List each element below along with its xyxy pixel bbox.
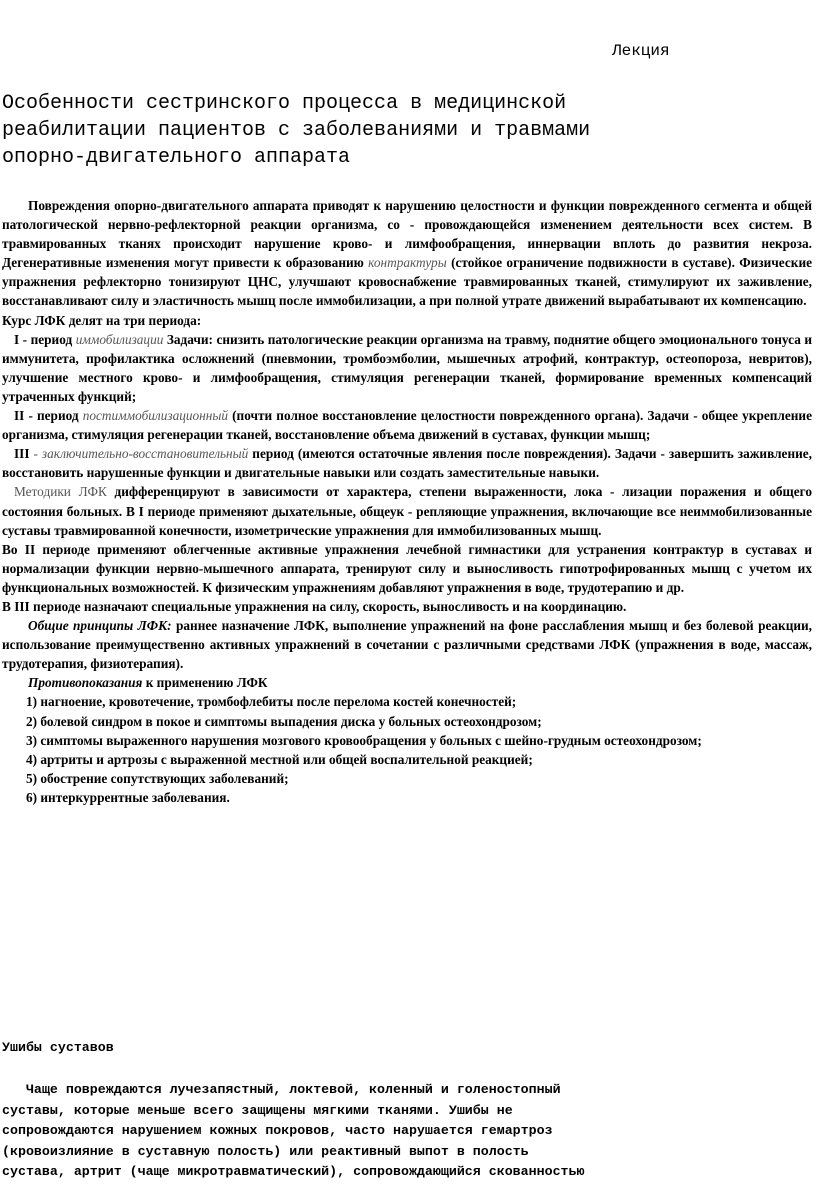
principles-lead: Общие принципы ЛФК: (28, 618, 172, 634)
methods-text: дифференцируют в зависимости от характера, степени выраженности, лока - лизации поражения и общего состояния больных. В I периоде применяют дыхательные, общеук - репляющие упражнения, включающие все неиммобилизованные суставы травмированной конечности, изометрические упражнения для иммобилизованных мышц. (2, 484, 813, 538)
methods-paragraph (2, 482, 812, 539)
methods-lead: Методики ЛФК (14, 484, 107, 500)
principles-paragraph (2, 616, 812, 673)
period-3-text: период (имеются остаточные явления после повреждения). Задачи - завершить заживление, восстановить нарушенные функции и двигательные навыки или создать заместительные навыки. (2, 446, 812, 481)
period-2-lead: - период (24, 408, 83, 424)
intro-text-b: (стойкое ограничение подвижности в суставе). Физические упражнения рефлекторно тонизируют ЦНС, улучшают кровоснабжение травмированных тканей, стимулируют их заживление, восстанавливают силу и эластичность мышц после иммобилизации, а при полной утрате движений вырабатывают их компенсацию. (2, 255, 813, 309)
contraindications-lead: Противопоказания (28, 675, 143, 691)
period-1-paragraph (2, 330, 812, 406)
period-2-paragraph (2, 406, 812, 444)
list-item: 1) нагноение, кровотечение, тромбофлебиты после перелома костей конечностей; (26, 694, 517, 710)
list-item: 2) болевой синдром в покое и симптомы выпадения диска у больных остеохондрозом; (26, 713, 542, 729)
period-3-methods: В III периоде назначают специальные упражнения на силу, скорость, выносливость и на координацию. (2, 598, 627, 614)
document-body (2, 196, 812, 807)
list-item: 4) артриты и артрозы с выраженной местной или общей воспалительной реакцией; (26, 751, 533, 767)
period-1-text: Задачи: снизить патологические реакции организма на травму, поднятие общего эмоционального тонуса и иммунитета, профилактика осложнений (пневмонии, тромбоэмболии, мышечных атрофий, контрактур, остеопороза, невритов), улучшение местного крово- и лимфообращения, стимуляция регенерации тканей, формирование временных компенсаций утраченных функций; (2, 331, 812, 404)
period-3-name: - заключительно-восстановительный (29, 446, 249, 462)
list-item: 5) обострение сопутствующих заболеваний; (26, 770, 289, 786)
period-1-number: I (14, 331, 20, 347)
course-line: Курс ЛФК делят на три периода: (2, 312, 202, 328)
section-line: Чаще повреждаются лучезапястный, локтевой, коленный и голеностопный (2, 1082, 561, 1097)
contraindications-heading (2, 673, 812, 692)
contraindications-list (2, 692, 812, 807)
intro-text-a: Повреждения опорно-двигательного аппарата приводят к нарушению целостности и функции поврежденного сегмента и общей патологической нервно-рефлекторной реакции организма, со - провождающейся изменением деятельности всех систем. В травмированных тканях происходит нарушение крово- и лимфообращения, иннервации вплоть до развития некроза. Дегенеративные изменения могут привести к образованию (2, 198, 812, 271)
list-item: 6) интеркуррентные заболевания. (26, 789, 230, 805)
period-2-name: постиммобилизационный (82, 408, 229, 424)
intro-paragraph (2, 196, 812, 311)
period-2-number: II (14, 408, 25, 424)
section-text (2, 1080, 814, 1183)
section-line: (кровоизлияние в суставную полость) или реактивный выпот в полость (2, 1143, 529, 1159)
lecture-label: Лекция (612, 42, 670, 60)
period-3-number: III (14, 446, 30, 462)
period-1-lead: - период (19, 331, 76, 347)
period-3-paragraph (2, 444, 812, 482)
period-2-text: (почти полное восстановление целостности поврежденного органа). Задачи - общее укрепление организма, стимуляция регенерации тканей, восстановление объема движений в суставах, функции мышц; (2, 408, 812, 443)
period-1-name: иммобилизации (75, 331, 164, 347)
list-item: 3) симптомы выраженного нарушения мозгового кровообращения у больных с шейно-грудным остеохондрозом; (26, 732, 702, 748)
section-line: суставы, которые меньше всего защищены мягкими тканями. Ушибы не (2, 1102, 513, 1118)
contraindications-tail: к применению ЛФК (145, 675, 268, 691)
page-title: Особенности сестринского процесса в медицинской реабилитации пациентов с заболеваниями и травмами опорно-двигательного аппарата (2, 92, 591, 169)
principles-text: раннее назначение ЛФК, выполнение упражнений на фоне расслабления мышц и без болевой реакции, использование преимущественно активных упражнений в сочетании с различными средствами ЛФК (упражнения в воде, массаж, трудотерапия, физиотерапия). (2, 618, 813, 672)
section-title: Ушибы суставов (2, 1040, 114, 1055)
section-line: сустава, артрит (чаще микротравматический), сопровождающийся скованностью (2, 1164, 585, 1179)
intro-term: контрактуры (368, 255, 447, 271)
period-2-methods: Во II периоде применяют облегченные активные упражнения лечебной гимнастики для устранения контрактур в суставах и нормализации функции нервно-мышечного аппарата, тренируют силу и выносливость гипотрофированных мышц с учетом их функциональных возможностей. К физическим упражнениям добавляют упражнения в воде, трудотерапию и др. (2, 541, 812, 595)
section-line: сопровождаются нарушением кожных покровов, часто нарушается гемартроз (2, 1123, 553, 1138)
